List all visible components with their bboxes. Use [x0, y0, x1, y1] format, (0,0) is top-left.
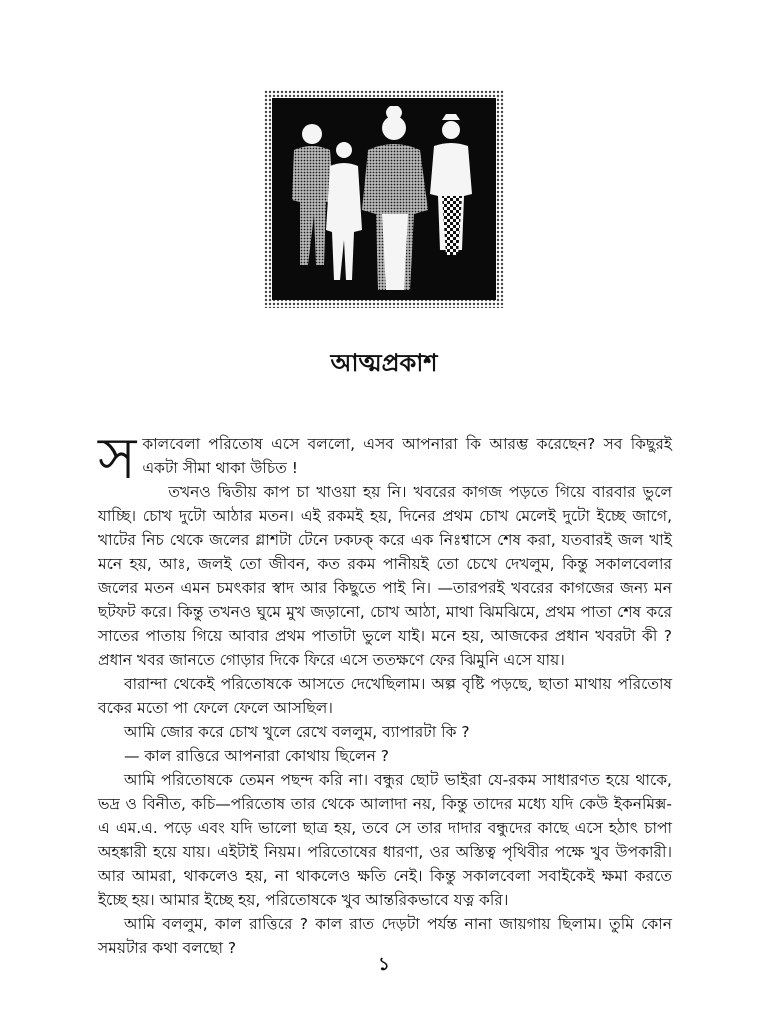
paragraph: তখনও দ্বিতীয় কাপ চা খাওয়া হয় নি। খবরের কাগজ পড়তে গিয়ে বারবার ভুলে যাচ্ছি। চোখ দুটো আঠার মতন। এই রকমই হয়, দিনের প্রথম চোখ মেলেই দুটো ইচ্ছে জাগে, খাটের নিচ থেকে জলের গ্লাশটা টেনে ঢকঢক্‌ করে এক নিঃশ্বাসে শেষ করা, যতবারই জল খাই মনে হয়, আঃ, জলই তো জীবন, কত রকম পানীয়ই তো চেখে দেখলুম, কিন্তু সকালবেলার জলের মতন এমন চমৎকার স্বাদ আর কিছুতে পাই নি। —তারপরই খবরের কাগজের জন্য মন ছটফট করে। কিন্তু তখনও ঘুমে মুখ জড়ানো, চোখ আঠা, মাথা ঝিমঝিমে, প্রথম পাতা শেষ করে সাতের পাতায় গিয়ে আবার প্রথম পাতাটা ভুলে যাই। মনে হয়, আজকের প্রধান খবরটা কী ? প্রধান খবর জানতে গোড়ার দিকে ফিরে এসে ততক্ষণে ফের ঝিমুনি এসে যায়।: [98, 483, 672, 669]
paragraph-text: কালবেলা পরিতোষ এসে বললো, এসব আপনারা কি আরম্ভ করেছেন? সব কিছুরই একটা সীমা থাকা উচিত !: [142, 435, 672, 477]
paragraph: বারান্দা থেকেই পরিতোষকে আসতে দেখেছিলাম। অল্প বৃষ্টি পড়ছে, ছাতা মাথায় পরিতোষ বকের মতো পা ফেলে ফেলে আসছিল।: [98, 675, 672, 717]
chapter-title: আত্মপ্রকাশ: [330, 349, 438, 377]
paragraph: [98, 424, 672, 492]
paragraph: আমি জোর করে চোখ খুলে রেখে বললুম, ব্যাপারটা কি ?: [124, 723, 470, 741]
paragraph: আমি বললুম, কাল রাত্তিরে ? কাল রাত দেড়টা পর্যন্ত নানা জায়গায় ছিলাম। তুমি কোন সময়টার কথা বলছো ?: [98, 915, 672, 957]
four-figures-walking-illustration: [264, 90, 504, 308]
paragraph: আমি পরিতোষকে তেমন পছন্দ করি না। বন্ধুর ছোট ভাইরা যে-রকম সাধারণত হয়ে থাকে, ভদ্র ও বিনীত, কচি—পরিতোষ তার থেকে আলাদা নয়, কিন্তু তাদের মধ্যে যদি কেউ ইকনমিক্স-এ এম.এ. পড়ে এবং যদি ভালো ছাত্র হয়, তবে সে তার দাদার বন্ধুদের কাছে এসে হঠাৎ চাপা অহঙ্কারী হয়ে যায়। এইটাই নিয়ম। পরিতোষের ধারণা, ওর অস্তিত্ব পৃথিবীর পক্ষে খুব উপকারী। আর আমরা, থাকলেও হয়, না থাকলেও ক্ষতি নেই। কিন্তু সকালবেলা সবাইকেই ক্ষমা করতে ইচ্ছে হয়। আমার ইচ্ছে হয়, পরিতোষকে খুব আন্তরিকভাবে যত্ন করি।: [98, 771, 672, 909]
drop-cap: স: [98, 424, 137, 492]
paragraph: — কাল রাত্তিরে আপনারা কোথায় ছিলেন ?: [124, 747, 389, 765]
page-number: ১: [378, 954, 390, 975]
body-text: [98, 424, 672, 960]
chapter-illustration: [264, 90, 504, 308]
